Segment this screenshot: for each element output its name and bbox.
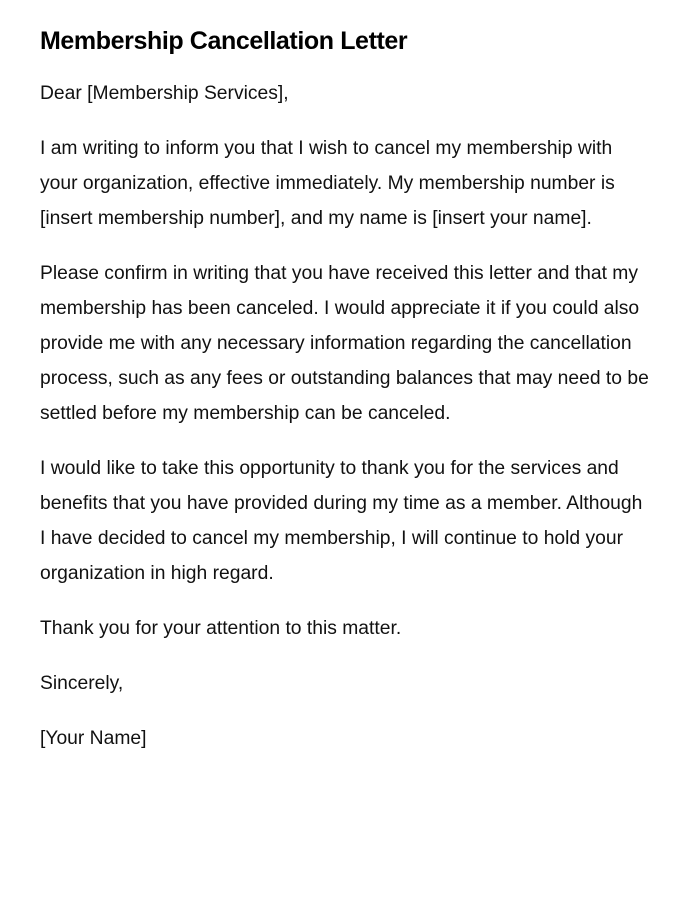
body-paragraph-3: I would like to take this opportunity to thank you for the services and benefits that you have provided during my time as a member. Although I have decided to cancel my membership, I will continue to hold your organization in high regard. — [40, 458, 643, 584]
closing: Sincerely, — [40, 673, 124, 694]
signature: [Your Name] — [40, 728, 147, 749]
letter-content — [40, 24, 650, 776]
body-paragraph-4: Thank you for your attention to this matter. — [40, 618, 402, 639]
body-paragraph-1: I am writing to inform you that I wish to cancel my membership with your organization, effective immediately. My membership number is [insert membership number], and my name is [insert your name]. — [40, 138, 615, 229]
salutation: Dear [Membership Services], — [40, 83, 289, 104]
document-title: Membership Cancellation Letter — [40, 27, 408, 55]
body-paragraph-2: Please confirm in writing that you have received this letter and that my membership has been canceled. I would appreciate it if you could also provide me with any necessary information regarding the cancellation process, such as any fees or outstanding balances that may need to be settled before my membership can be canceled. — [40, 263, 649, 424]
